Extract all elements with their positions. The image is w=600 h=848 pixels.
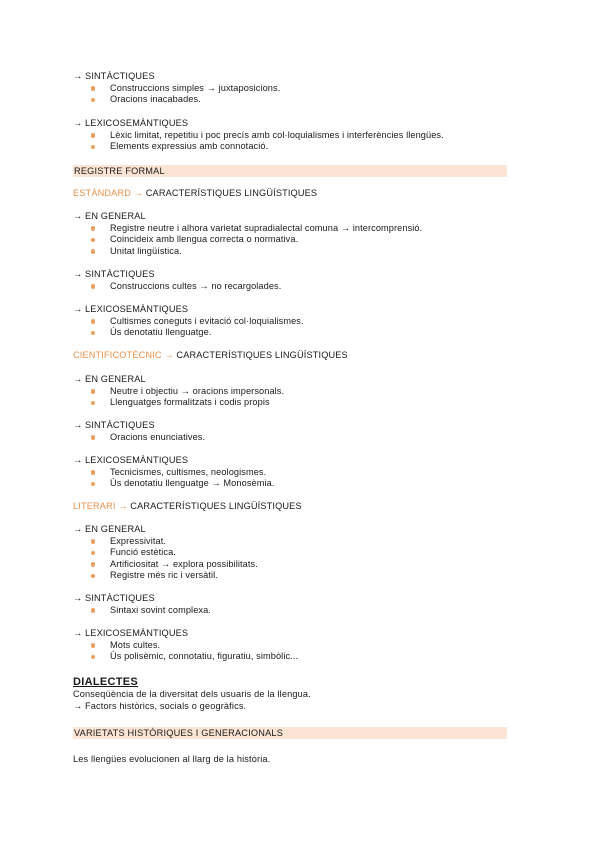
cientific-sintactiques-block (73, 420, 513, 443)
s1-sintactiques-heading: → SINTÀCTIQUES (73, 71, 155, 81)
varietats-heading: VARIETATS HISTÒRIQUES I GENERACIONALS (74, 728, 284, 738)
literari-sintactiques-list (73, 605, 513, 617)
bullet-icon (91, 98, 95, 102)
cientific-heading (73, 350, 513, 362)
literari-label: LITERARI → (73, 501, 128, 511)
bullet-icon (91, 470, 95, 474)
bullet-icon (91, 551, 95, 555)
bullet-icon (91, 249, 95, 253)
bullet-icon (91, 539, 95, 543)
list-item: Coincideix amb llengua correcta o normativa. (91, 234, 513, 246)
bullet-icon (91, 238, 95, 242)
estandard-lexicosemantiques-heading: → LEXICOSEMÀNTIQUES (73, 304, 189, 314)
registre-formal-band (73, 165, 507, 177)
estandard-sintactiques-list (73, 281, 513, 293)
list-item: Lèxic limitat, repetitiu i poc precís amb col·loquialismes i interferències llengües. (91, 130, 513, 142)
estandard-lexicosemantiques-list (73, 316, 513, 339)
list-item: Neutre i objectiu → oracions impersonals. (91, 386, 513, 398)
estandard-label: ESTÀNDARD → (73, 188, 144, 198)
bullet-icon (91, 482, 95, 486)
bullet-icon (91, 133, 95, 137)
estandard-heading (73, 188, 513, 200)
list-item: Oracions enunciatives. (91, 432, 513, 444)
list-item: Sintaxi sovint complexa. (91, 605, 513, 617)
cientific-rest: CARACTERÍSTIQUES LINGÜÍSTIQUES (173, 350, 348, 360)
cientific-lexicosemantiques-list (73, 467, 513, 490)
list-item: Ús polisèmic, connotatiu, figuratiu, simbòlic... (91, 651, 513, 663)
estandard-sintactiques-heading: → SINTÀCTIQUES (73, 269, 155, 279)
cientific-label: CIENTIFICOTÈCNIC → (73, 350, 174, 360)
dialectes-line-1: Conseqüència de la diversitat dels usuaris de la llengua. (73, 689, 311, 699)
bullet-icon (91, 284, 95, 288)
list-item: Ús denotatiu llenguatge. (91, 327, 513, 339)
literari-lexicosemantiques-block (73, 628, 513, 663)
s1-lexicosemantiques-list (73, 130, 513, 153)
literari-sintactiques-heading: → SINTÀCTIQUES (73, 593, 155, 603)
cientific-general-heading: → EN GENERAL (73, 374, 146, 384)
literari-sintactiques-block (73, 593, 513, 616)
list-item: Expressivitat. (91, 536, 513, 548)
list-item: Elements expressius amb connotació. (91, 141, 513, 153)
bullet-icon (91, 574, 95, 578)
list-item: Ús denotatiu llenguatge → Monosèmia. (91, 478, 513, 490)
estandard-sintactiques-block (73, 269, 513, 292)
list-item: Funció estètica. (91, 547, 513, 559)
list-item: Registre neutre i alhora varietat supradialectal comuna → intercomprensió. (91, 223, 513, 235)
literari-heading (73, 501, 513, 513)
bullet-icon (91, 86, 95, 90)
list-item: Construccions simples → juxtaposicions. (91, 83, 513, 95)
literari-rest: CARACTERÍSTIQUES LINGÜÍSTIQUES (127, 501, 302, 511)
cientific-sintactiques-heading: → SINTÀCTIQUES (73, 420, 155, 430)
final-paragraph (73, 754, 513, 766)
literari-general-block (73, 524, 513, 582)
estandard-general-block (73, 211, 513, 257)
list-item: Cultismes coneguts i evitació col·loquialismes. (91, 316, 513, 328)
dialectes-block (73, 676, 513, 712)
list-item: Construccions cultes → no recargolades. (91, 281, 513, 293)
literari-lexicosemantiques-list (73, 640, 513, 663)
list-item: Mots cultes. (91, 640, 513, 652)
varietats-band (73, 727, 507, 739)
literari-lexicosemantiques-heading: → LEXICOSEMÀNTIQUES (73, 628, 189, 638)
literari-general-list (73, 536, 513, 582)
list-item: Tecnicismes, cultismes, neologismes. (91, 467, 513, 479)
bullet-icon (91, 145, 95, 149)
bullet-icon (91, 655, 95, 659)
bullet-icon (91, 401, 95, 405)
final-line: Les llengües evolucionen al llarg de la història. (73, 754, 271, 764)
estandard-general-list (73, 223, 513, 258)
cientific-general-block (73, 374, 513, 409)
bullet-icon (91, 435, 95, 439)
dialectes-line-2: → Factors històrics, socials o geogràfics. (73, 700, 247, 711)
s1-sintactiques-list (73, 83, 513, 106)
s1-lexicosemantiques-block (73, 118, 513, 153)
list-item: Artificiositat → explora possibilitats. (91, 559, 513, 571)
estandard-lexicosemantiques-block (73, 304, 513, 339)
cientific-general-list (73, 386, 513, 409)
bullet-icon (91, 331, 95, 335)
dialectes-title: DIALECTES (73, 676, 139, 688)
s1-lexicosemantiques-heading: → LEXICOSEMÀNTIQUES (73, 118, 189, 128)
bullet-icon (91, 319, 95, 323)
literari-general-heading: → EN GENERAL (73, 524, 146, 534)
cientific-lexicosemantiques-heading: → LEXICOSEMÀNTIQUES (73, 455, 189, 465)
list-item: Llenguatges formalitzats i codis propis (91, 397, 513, 409)
cientific-lexicosemantiques-block (73, 455, 513, 490)
bullet-icon (91, 643, 95, 647)
estandard-general-heading: → EN GENERAL (73, 211, 146, 221)
bullet-icon (91, 389, 95, 393)
bullet-icon (91, 562, 95, 566)
list-item: Registre més ric i versàtil. (91, 570, 513, 582)
bullet-icon (91, 226, 95, 230)
s1-sintactiques-block (73, 71, 513, 106)
registre-formal-heading: REGISTRE FORMAL (74, 166, 165, 176)
estandard-rest: CARACTERÍSTIQUES LINGÜÍSTIQUES (143, 188, 318, 198)
bullet-icon (91, 608, 95, 612)
list-item: Oracions inacabades. (91, 94, 513, 106)
cientific-sintactiques-list (73, 432, 513, 444)
list-item: Unitat lingüística. (91, 246, 513, 258)
